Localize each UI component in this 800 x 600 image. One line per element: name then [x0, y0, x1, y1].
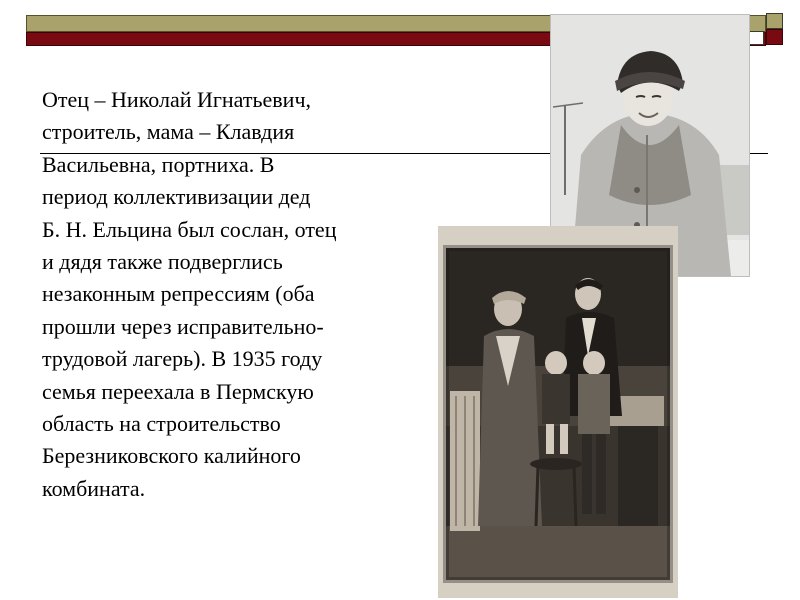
- photo-family: [438, 226, 678, 598]
- header-square-maroon: [766, 29, 783, 45]
- body-text-line: Отец – Николай Игнатьевич,: [42, 87, 312, 112]
- body-text-line: комбината.: [42, 475, 146, 501]
- body-text-line: прошли через исправительно-: [42, 313, 324, 339]
- photo-family-image: [438, 226, 678, 598]
- body-text-line: и дядя также подверглись: [42, 249, 283, 275]
- body-text-line: Березниковского калийного: [42, 443, 301, 469]
- body-text-line: строитель, мама – Клавдия: [42, 119, 295, 145]
- body-text-line: Б. Н. Ельцина был сослан, отец: [42, 216, 337, 242]
- body-text-line: период коллективизации дед: [42, 184, 311, 210]
- body-text-line: трудовой лагерь). В 1935 году: [42, 346, 323, 372]
- body-text-line: Васильевна, портниха. В: [42, 151, 275, 177]
- header-square-khaki: [766, 13, 783, 29]
- body-text-line: семья переехала в Пермскую: [42, 378, 314, 404]
- header-square-white: [748, 31, 764, 45]
- body-text-line: область на строительство: [42, 411, 281, 437]
- body-text-line: незаконным репрессиям (оба: [42, 281, 315, 307]
- slide-body-text: [42, 84, 412, 505]
